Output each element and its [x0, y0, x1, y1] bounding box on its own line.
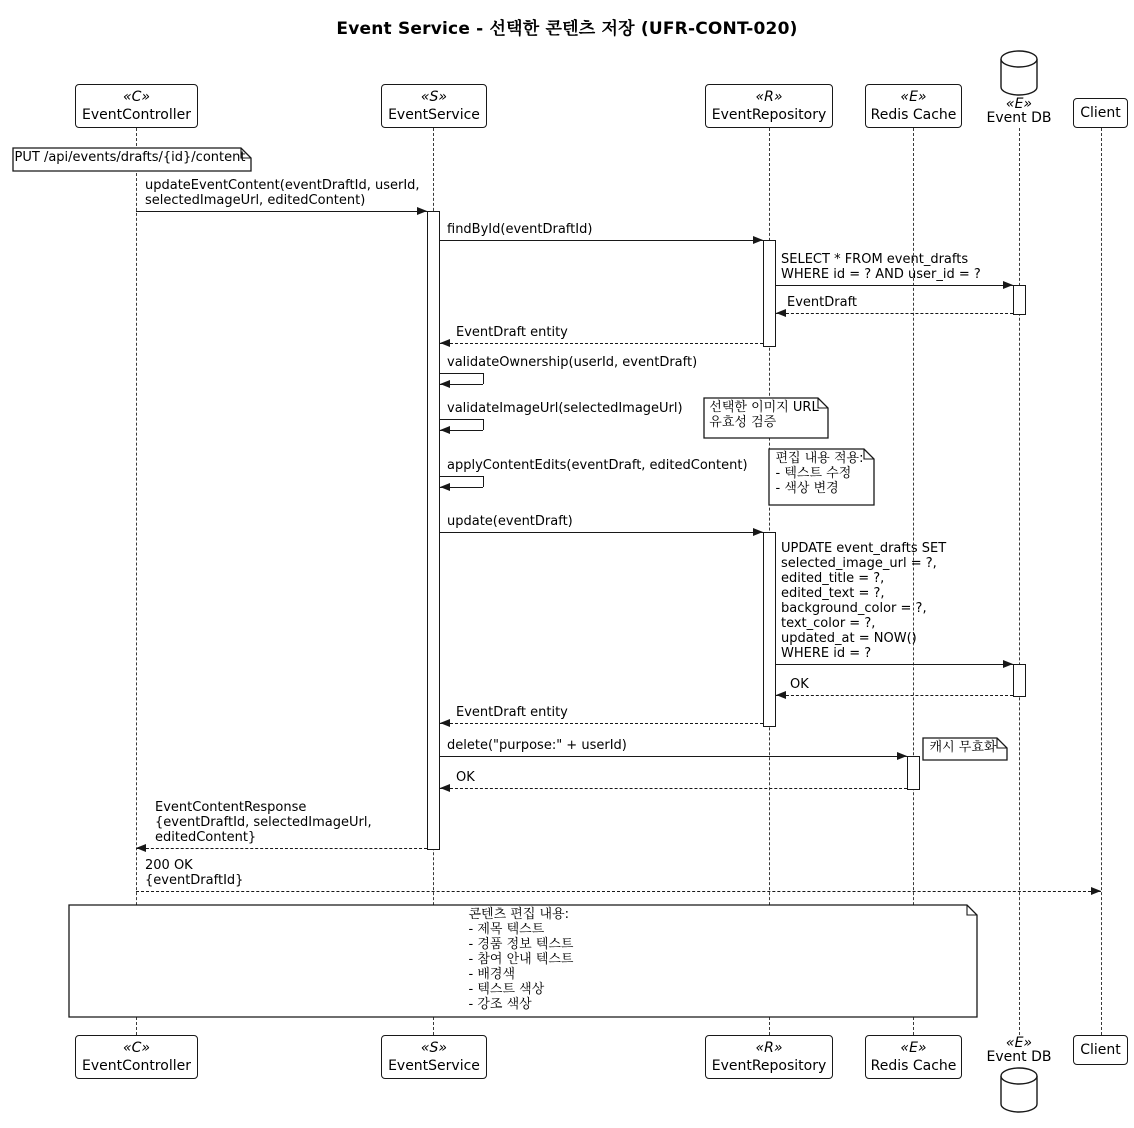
- note-request-path: [12, 147, 252, 172]
- message-line-10: [776, 695, 1013, 696]
- message-label-2: SELECT * FROM event_drafts WHERE id = ? AND user_id = ?: [781, 252, 981, 282]
- self-message-line: [440, 373, 483, 374]
- note-content-edit-summary: [68, 904, 978, 1018]
- message-line-0: [136, 211, 427, 212]
- participant-client-bottom: [1073, 1035, 1128, 1065]
- participant-stereotype: «E»: [900, 1039, 927, 1056]
- lifeline-event-controller: [136, 128, 137, 1035]
- participant-name: EventService: [388, 106, 480, 123]
- self-message-line: [483, 419, 484, 430]
- participant-name: EventController: [82, 106, 191, 123]
- participant-name: Event DB: [986, 1049, 1052, 1065]
- participant-stereotype: «S»: [420, 1039, 448, 1056]
- participant-stereotype: «E»: [900, 88, 927, 105]
- note-text: [12, 150, 248, 165]
- message-line-8: [440, 532, 763, 533]
- participant-name: Client: [1080, 105, 1121, 121]
- activation-bar-event-db-3: [1013, 285, 1026, 315]
- message-line-11: [440, 723, 763, 724]
- activation-bar-event-repository-1: [763, 240, 776, 347]
- message-arrowhead: [136, 844, 146, 852]
- message-label-1: findById(eventDraftId): [447, 222, 593, 237]
- participant-name: EventController: [82, 1057, 191, 1074]
- message-arrowhead: [440, 784, 450, 792]
- participant-name: Redis Cache: [870, 106, 957, 123]
- note-text: [68, 907, 974, 1012]
- message-arrowhead: [440, 339, 450, 347]
- participant-stereotype: «R»: [755, 1039, 783, 1056]
- message-label-10: OK: [790, 677, 809, 692]
- participant-name: EventService: [388, 1057, 480, 1074]
- note-text-block: PUT /api/events/drafts/{id}/content: [14, 150, 246, 165]
- activation-bar-redis-cache-5: [907, 756, 920, 790]
- message-arrowhead: [1003, 281, 1013, 289]
- message-label-7: applyContentEdits(eventDraft, editedContent): [447, 458, 748, 473]
- message-line-4: [440, 343, 763, 344]
- lifeline-client: [1101, 128, 1102, 1035]
- database-icon-event-db-bottom: [999, 1066, 1039, 1114]
- message-arrowhead: [753, 528, 763, 536]
- message-arrowhead: [1091, 887, 1101, 895]
- lifeline-event-db: [1019, 128, 1020, 1035]
- note-text: [922, 740, 1004, 755]
- self-message-arrowhead: [440, 483, 450, 491]
- message-label-0: updateEventContent(eventDraftId, userId, selectedImageUrl, editedContent): [145, 178, 420, 208]
- message-arrowhead: [417, 207, 427, 215]
- database-icon-event-db-top: [999, 49, 1039, 97]
- participant-stereotype: «E»: [1005, 1035, 1033, 1051]
- activation-bar-event-repository-2: [763, 532, 776, 727]
- message-line-13: [440, 788, 907, 789]
- participant-event-repository-bottom: [705, 1035, 833, 1079]
- message-line-15: [136, 891, 1101, 892]
- note-text: [768, 451, 871, 496]
- message-label-4: EventDraft entity: [456, 325, 568, 340]
- note-content-edit-apply: [768, 448, 875, 506]
- participant-name: Client: [1080, 1042, 1121, 1058]
- message-label-14: EventContentResponse {eventDraftId, selectedImageUrl, editedContent}: [155, 800, 372, 845]
- note-text-block: 선택한 이미지 URL 유효성 검증: [709, 400, 819, 430]
- self-message-line: [483, 373, 484, 384]
- participant-name: EventRepository: [711, 106, 827, 123]
- participant-name: EventRepository: [711, 1057, 827, 1074]
- message-label-11: EventDraft entity: [456, 705, 568, 720]
- participant-event-repository-top: [705, 84, 833, 128]
- activation-bar-event-db-4: [1013, 664, 1026, 697]
- note-text: [703, 400, 825, 430]
- self-message-arrowhead: [440, 426, 450, 434]
- message-label-15: 200 OK {eventDraftId}: [145, 858, 244, 888]
- message-arrowhead: [897, 752, 907, 760]
- message-line-14: [136, 848, 427, 849]
- note-image-url-validation: [703, 397, 829, 439]
- participant-event-service-top: [381, 84, 487, 128]
- note-text-block: 콘텐츠 편집 내용: - 제목 텍스트 - 경품 정보 텍스트 - 참여 안내 텍스트 - 배경색 - 텍스트 색상 - 강조 색상: [468, 907, 574, 1012]
- message-arrowhead: [753, 236, 763, 244]
- message-label-3: EventDraft: [787, 295, 858, 310]
- self-message-line: [440, 419, 483, 420]
- activation-bar-event-service-0: [427, 211, 440, 850]
- note-text-block: 편집 내용 적용: - 텍스트 수정 - 색상 변경: [775, 451, 864, 496]
- participant-stereotype: «S»: [420, 88, 448, 105]
- note-text-block: 캐시 무효화: [929, 740, 997, 755]
- message-label-13: OK: [456, 770, 475, 785]
- message-line-12: [440, 756, 907, 757]
- participant-stereotype: «C»: [122, 88, 151, 105]
- participant-stereotype: «C»: [122, 1039, 151, 1056]
- message-arrowhead: [776, 309, 786, 317]
- message-arrowhead: [776, 691, 786, 699]
- message-line-1: [440, 240, 763, 241]
- message-label-12: delete("purpose:" + userId): [447, 738, 627, 753]
- self-message-line: [440, 476, 483, 477]
- message-label-8: update(eventDraft): [447, 514, 573, 529]
- participant-event-controller-top: [75, 84, 198, 128]
- participant-redis-cache-bottom: [865, 1035, 962, 1079]
- participant-stereotype: «E»: [1005, 96, 1033, 112]
- diagram-title: Event Service - 선택한 콘텐츠 저장 (UFR-CONT-020): [336, 19, 798, 39]
- participant-stereotype: «R»: [755, 88, 783, 105]
- message-label-5: validateOwnership(userId, eventDraft): [447, 355, 698, 370]
- participant-event-service-bottom: [381, 1035, 487, 1079]
- participant-name: Redis Cache: [870, 1057, 957, 1074]
- participant-event-controller-bottom: [75, 1035, 198, 1079]
- message-line-9: [776, 664, 1013, 665]
- message-line-2: [776, 285, 1013, 286]
- message-label-6: validateImageUrl(selectedImageUrl): [447, 401, 683, 416]
- note-cache-invalidate: [922, 737, 1008, 761]
- participant-client-top: [1073, 98, 1128, 128]
- self-message-arrowhead: [440, 380, 450, 388]
- message-arrowhead: [440, 719, 450, 727]
- participant-name: Event DB: [986, 110, 1052, 126]
- message-arrowhead: [1003, 660, 1013, 668]
- message-label-9: UPDATE event_drafts SET selected_image_url = ?, edited_title = ?, edited_text = ?, background_color = ?, text_color = ?, updated_at = NOW() WHERE id = ?: [781, 541, 947, 661]
- self-message-line: [483, 476, 484, 487]
- participant-redis-cache-top: [865, 84, 962, 128]
- message-line-3: [776, 313, 1013, 314]
